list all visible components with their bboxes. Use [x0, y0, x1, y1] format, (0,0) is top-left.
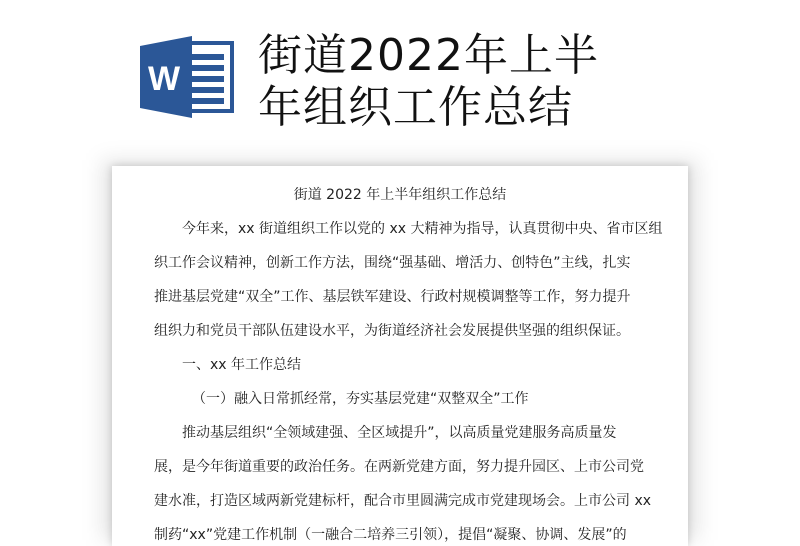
document-title: 街道 2022 年上半年组织工作总结 [293, 187, 507, 203]
paragraph-line-8: 制药“xx”党建工作机制（一融合二培养三引领），提倡“凝聚、协调、发展”的 [154, 527, 627, 543]
header-title [258, 30, 599, 134]
header-title-line-1: 街道2022年上半 [258, 30, 599, 81]
paragraph-line-6: 展，是今年街道重要的政治任务。在两新党建方面，努力提升园区、上市公司党 [154, 459, 644, 475]
paragraph-line-5: 推动基层组织“全领域建强、全区域提升”，以高质量党建服务高质量发 [182, 425, 617, 441]
paragraph-line-2: 织工作会议精神，创新工作方法，围绕“强基础、增活力、创特色”主线，扎实 [154, 255, 631, 271]
word-icon-letter: W [147, 60, 181, 98]
header-title-line-2: 年组织工作总结 [258, 82, 573, 133]
header-banner [0, 0, 800, 150]
paragraph-line-4: 组织力和党员干部队伍建设水平，为街道经济社会发展提供坚强的组织保证。 [154, 323, 630, 339]
section-heading: 一、xx 年工作总结 [182, 357, 302, 373]
paragraph-line-7: 建水准，打造区域两新党建标杆，配合市里圆满完成市党建现场会。上市公司 xx [154, 493, 652, 509]
word-document-icon [140, 36, 236, 118]
paragraph-line-3: 推进基层党建“双全”工作、基层铁军建设、行政村规模调整等工作，努力提升 [154, 289, 631, 305]
paragraph-line-1: 今年来，xx 街道组织工作以党的 xx 大精神为指导，认真贯彻中央、省市区组 [182, 221, 663, 237]
subsection-heading: （一）融入日常抓经常，夯实基层党建“双整双全”工作 [192, 391, 529, 407]
document-page [112, 166, 688, 546]
